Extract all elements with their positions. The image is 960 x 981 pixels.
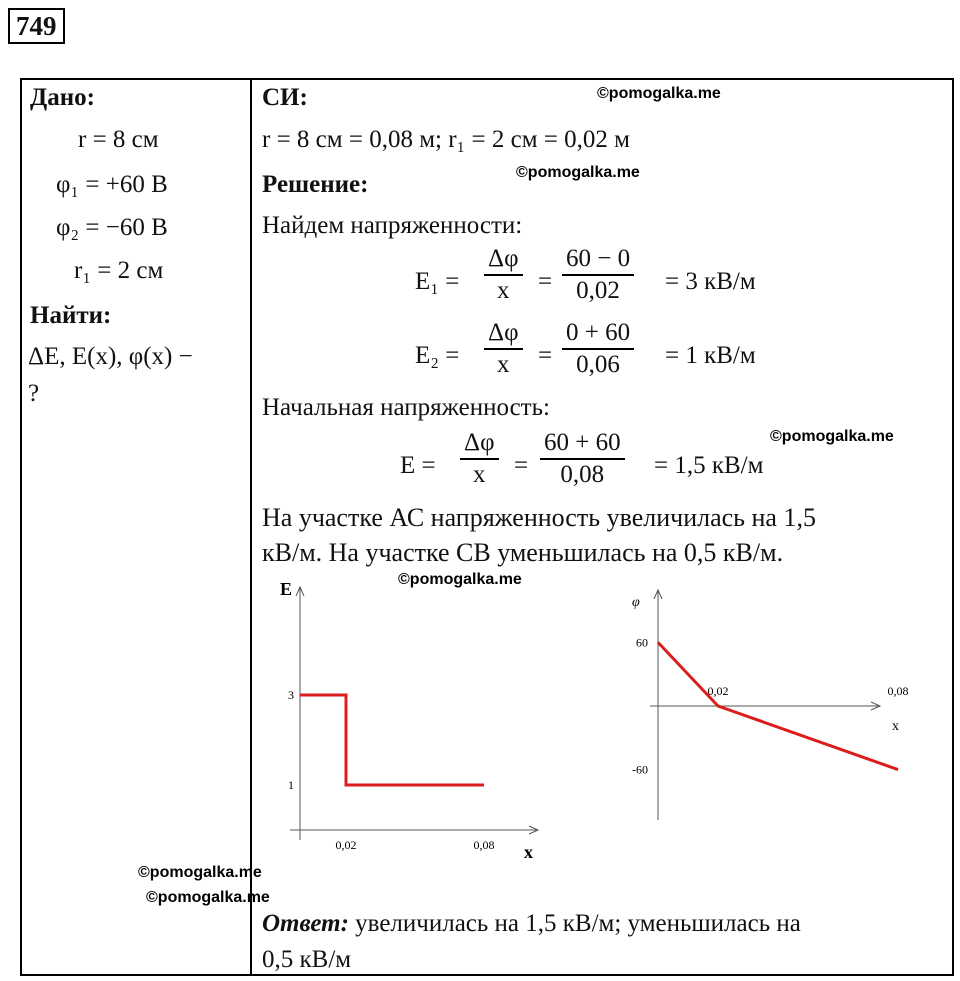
series-line xyxy=(300,695,484,785)
e0-result: = 1,5 кВ/м xyxy=(654,452,764,479)
x-tick-label: 0,02 xyxy=(707,684,729,698)
chart-phi-of-x xyxy=(610,580,910,830)
e1-frac2-den: 0,02 xyxy=(576,277,620,304)
e2-frac2-den: 0,06 xyxy=(576,351,620,378)
y-tick-label: 60 xyxy=(636,635,648,650)
chart-e-of-x xyxy=(270,575,560,865)
conclusion-line-1: На участке АС напряженность увеличилась на 1,5 xyxy=(262,503,816,532)
e0-frac2-num: 60 + 60 xyxy=(540,428,625,460)
e2-result: = 1 кВ/м xyxy=(665,342,756,369)
e1-frac1-num: Δφ xyxy=(484,244,523,276)
conclusion-line-2: кВ/м. На участке СВ уменьшилась на 0,5 кВ/м. xyxy=(262,538,784,567)
watermark: ©pomogalka.me xyxy=(770,428,894,445)
e0-equals: = xyxy=(514,452,529,479)
given-line-phi1: φ₁ = +60 В xyxy=(56,171,168,198)
e0-frac1-den: x xyxy=(473,461,486,488)
e2-fraction-delta xyxy=(484,318,523,380)
answer-text: увеличилась на 1,5 кВ/м; уменьшилась на xyxy=(348,910,801,937)
answer-label: Ответ: xyxy=(262,910,349,937)
find-line-2: ? xyxy=(28,380,40,407)
e0-frac1-num: Δφ xyxy=(460,428,499,460)
x-axis-label: x xyxy=(892,719,899,734)
watermark: ©pomogalka.me xyxy=(398,571,522,588)
e0-fraction-values xyxy=(540,428,625,490)
answer-line-1 xyxy=(262,910,801,938)
e2-lhs: E₂ = xyxy=(415,342,460,369)
e1-frac2-num: 60 − 0 xyxy=(562,244,634,276)
find-heading: Найти: xyxy=(30,302,112,329)
e2-equals: = xyxy=(538,342,553,369)
watermark: ©pomogalka.me xyxy=(146,889,270,906)
e2-frac1-num: Δφ xyxy=(484,318,523,350)
y-tick-label: 3 xyxy=(288,688,294,702)
given-heading: Дано: xyxy=(30,84,95,111)
e0-lhs: E = xyxy=(400,452,436,479)
e0-frac2-den: 0,08 xyxy=(560,461,605,488)
e0-fraction-delta xyxy=(460,428,499,490)
y-axis-label: φ xyxy=(632,595,640,610)
watermark: ©pomogalka.me xyxy=(597,85,721,102)
y-tick-label: -60 xyxy=(632,762,648,777)
si-line: r = 8 см = 0,08 м; r₁ = 2 см = 0,02 м xyxy=(262,126,630,153)
find-line-1: ΔE, E(x), φ(x) − xyxy=(28,343,193,370)
watermark: ©pomogalka.me xyxy=(138,864,262,881)
given-line-r1: r₁ = 2 см xyxy=(74,257,164,284)
e1-equals: = xyxy=(538,268,553,295)
e1-frac1-den: x xyxy=(497,277,510,304)
e1-fraction-values xyxy=(562,244,634,306)
solution-intro: Найдем напряженности: xyxy=(262,212,523,239)
si-heading: СИ: xyxy=(262,84,308,111)
given-line-phi2: φ₂ = −60 В xyxy=(56,214,168,241)
initial-label: Начальная напряженность: xyxy=(262,394,550,421)
y-axis-label: E xyxy=(280,579,293,599)
x-tick-label: 0,08 xyxy=(473,838,495,852)
x-tick-label: 0,02 xyxy=(335,838,357,852)
e1-result: = 3 кВ/м xyxy=(665,268,756,295)
given-line-r: r = 8 см xyxy=(78,126,159,153)
e2-fraction-values xyxy=(562,318,634,380)
watermark: ©pomogalka.me xyxy=(516,164,640,181)
y-tick-label: 1 xyxy=(288,778,294,792)
answer-line-2: 0,5 кВ/м xyxy=(262,946,352,973)
e1-fraction-delta xyxy=(484,244,523,306)
e2-frac1-den: x xyxy=(497,351,510,378)
e1-lhs: E₁ = xyxy=(415,268,460,295)
problem-number: 749 xyxy=(8,8,65,44)
x-axis-label: x xyxy=(524,842,533,862)
solution-heading: Решение: xyxy=(262,171,369,198)
x-tick-label: 0,08 xyxy=(887,684,909,698)
column-divider xyxy=(250,78,252,976)
e2-frac2-num: 0 + 60 xyxy=(562,318,634,350)
